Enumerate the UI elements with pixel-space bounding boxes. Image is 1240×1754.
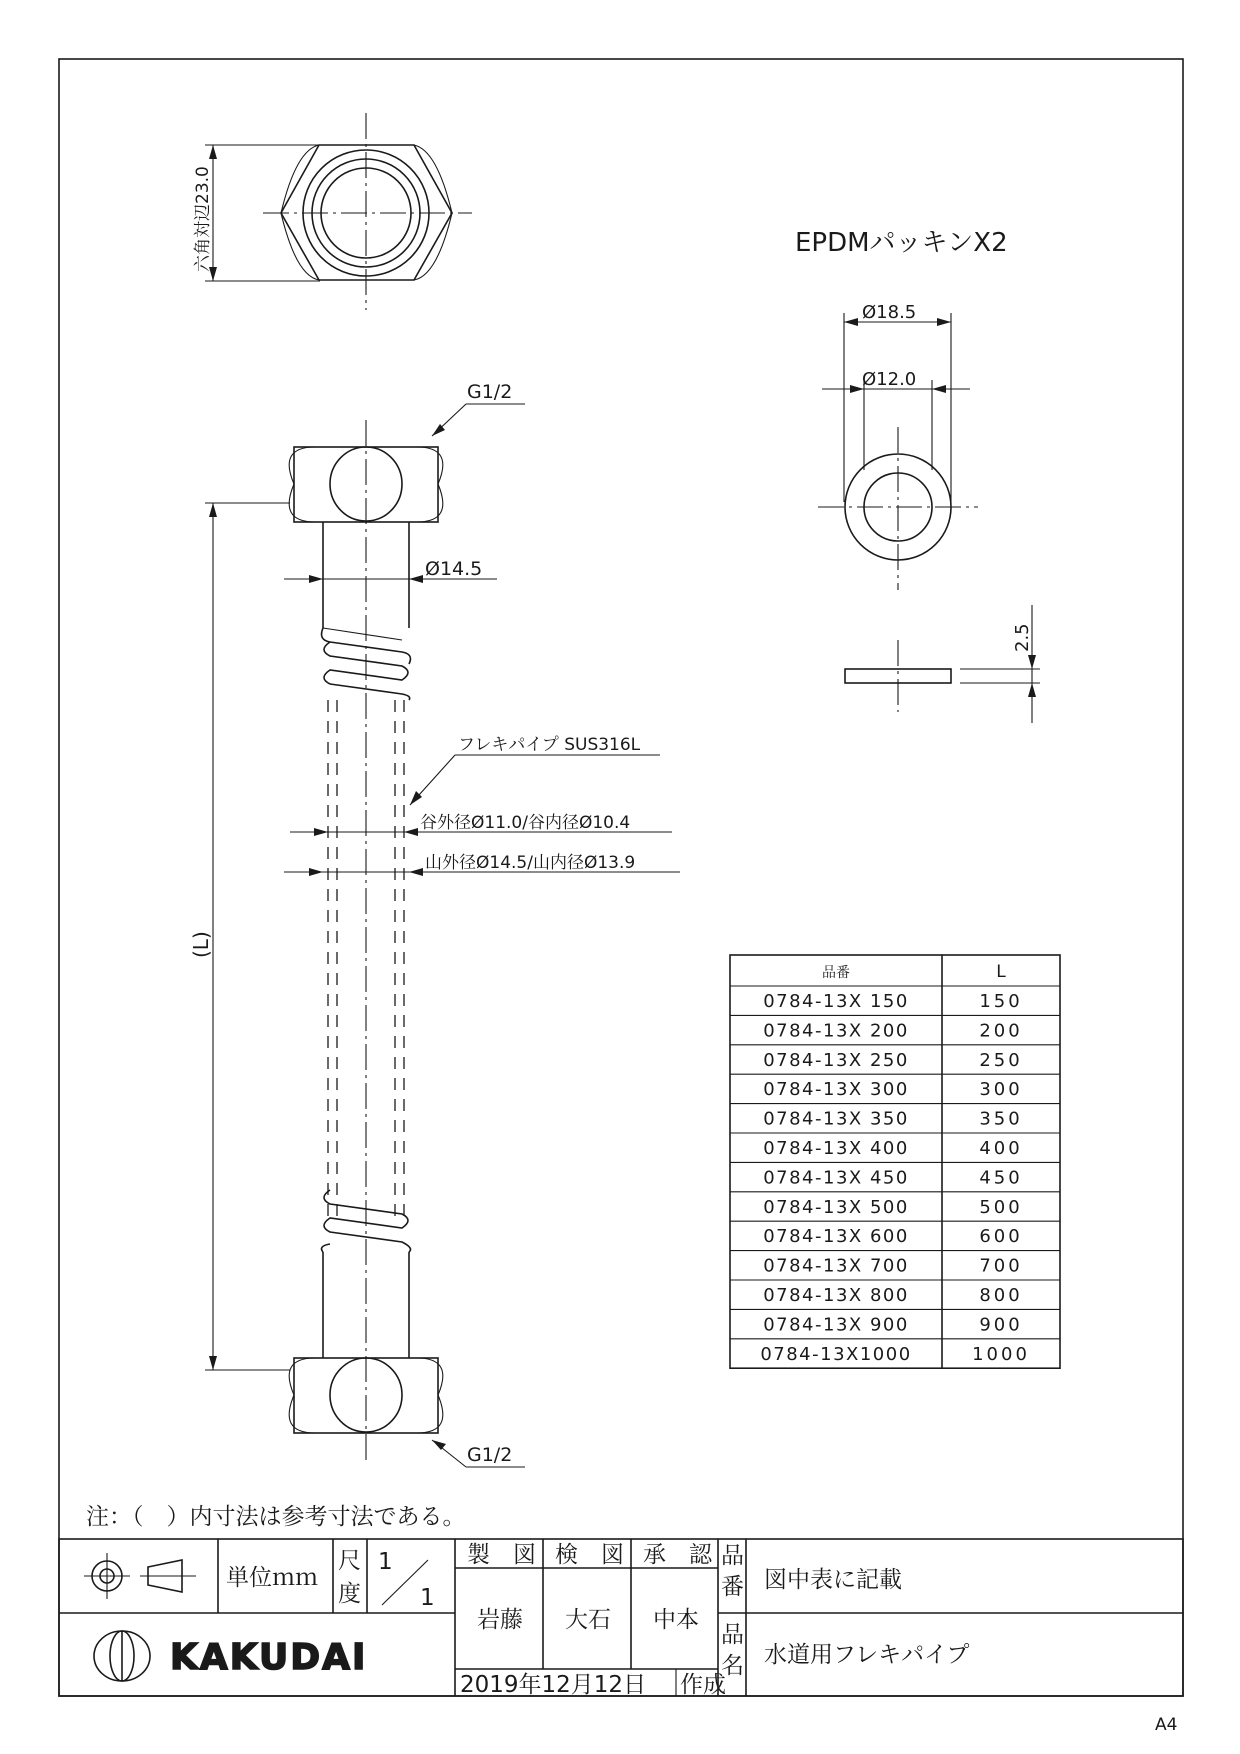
table-cell-part: 0784-13X 400 xyxy=(763,1138,909,1159)
table-cell-part: 0784-13X 150 xyxy=(763,991,909,1012)
table-cell-length: 400 xyxy=(979,1138,1023,1159)
sheet-border xyxy=(59,59,1183,1696)
table-cell-length: 350 xyxy=(979,1108,1023,1130)
unit-label: 単位ｍｍ xyxy=(226,1565,318,1591)
table-header-part: 品番 xyxy=(822,965,850,981)
pipe-dia-label: Ø14.5 xyxy=(425,558,483,580)
table-cell-length: 800 xyxy=(979,1285,1023,1306)
packing-thickness-label: 2.5 xyxy=(1012,623,1033,652)
thread-bottom-label: G1/2 xyxy=(467,1444,513,1466)
table-cell-part: 0784-13X 700 xyxy=(763,1255,909,1277)
scale-label-2: 度 xyxy=(338,1581,361,1607)
table-cell-part: 0784-13X 250 xyxy=(763,1049,909,1071)
table-cell-length: 600 xyxy=(979,1226,1023,1248)
flex-pipe-label: フレキパイプ SUS316L xyxy=(458,735,641,755)
table-cell-part: 0784-13X 800 xyxy=(763,1285,909,1306)
table-border xyxy=(730,955,1060,1368)
title-block xyxy=(59,1539,1183,1698)
kakudai-logo xyxy=(94,1631,367,1681)
table-cell-part: 0784-13X1000 xyxy=(760,1343,912,1365)
packing-title: EPDMパッキンX2 xyxy=(795,228,1008,258)
packing-outer-label: Ø18.5 xyxy=(862,302,917,323)
valley-dims-label: 谷外径Ø11.0/谷内径Ø10.4 xyxy=(420,813,631,833)
table-cell-length: 150 xyxy=(979,991,1023,1012)
checked-header: 検 図 xyxy=(555,1542,624,1568)
drawn-header: 製 図 xyxy=(467,1542,536,1568)
table-cell-length: 500 xyxy=(979,1196,1023,1218)
scale-label-1: 尺 xyxy=(338,1548,361,1574)
part-name-label-1: 品 xyxy=(721,1622,744,1648)
table-cell-part: 0784-13X 600 xyxy=(763,1226,909,1248)
scale-numerator: 1 xyxy=(378,1549,393,1575)
table-cell-length: 250 xyxy=(979,1049,1023,1071)
logo-text: KAKUDAI xyxy=(170,1637,368,1678)
thread-top-label: G1/2 xyxy=(467,381,513,403)
table-cell-part: 0784-13X 200 xyxy=(763,1020,909,1042)
table-cell-part: 0784-13X 350 xyxy=(763,1108,909,1130)
projection-symbol xyxy=(84,1553,196,1599)
drawn-by: 岩藤 xyxy=(477,1607,523,1633)
table-cell-length: 450 xyxy=(979,1167,1023,1189)
part-name-label-2: 名 xyxy=(721,1653,744,1679)
scale-denominator: 1 xyxy=(420,1585,435,1611)
length-label: (L) xyxy=(189,931,213,958)
checked-by: 大石 xyxy=(565,1607,611,1633)
peak-dims-label: 山外径Ø14.5/山内径Ø13.9 xyxy=(425,853,636,873)
date-text: 2019年12月12日 xyxy=(460,1672,647,1698)
table-cell-part: 0784-13X 900 xyxy=(763,1314,909,1336)
table-header-length: L xyxy=(996,962,1006,982)
part-no-label-1: 品 xyxy=(721,1543,744,1569)
part-no-label-2: 番 xyxy=(721,1574,744,1600)
packing-view xyxy=(795,228,1040,723)
note-text: 注：（ ）内寸法は参考寸法である。 xyxy=(86,1504,466,1530)
approved-header: 承 認 xyxy=(643,1542,712,1568)
table-cell-length: 1000 xyxy=(972,1343,1030,1365)
flex-pipe-side-view xyxy=(189,381,680,1467)
hex-nut-end-view xyxy=(193,113,472,310)
table-cell-length: 700 xyxy=(979,1255,1023,1277)
packing-inner-label: Ø12.0 xyxy=(862,369,917,390)
approved-by: 中本 xyxy=(653,1607,699,1633)
table-cell-part: 0784-13X 300 xyxy=(763,1079,909,1101)
part-name-value: 水道用フレキパイプ xyxy=(764,1642,970,1668)
table-cell-part: 0784-13X 500 xyxy=(763,1196,909,1218)
created-text: 作成 xyxy=(680,1672,726,1698)
paper-size: A4 xyxy=(1155,1715,1178,1735)
hex-dimension-label: 六角対辺23.0 xyxy=(193,166,213,272)
table-cell-length: 300 xyxy=(979,1079,1023,1101)
table-cell-part: 0784-13X 450 xyxy=(763,1167,909,1189)
part-no-value: 図中表に記載 xyxy=(764,1567,902,1593)
table-cell-length: 900 xyxy=(979,1314,1023,1336)
parts-table xyxy=(730,955,1060,1368)
table-cell-length: 200 xyxy=(979,1020,1023,1042)
